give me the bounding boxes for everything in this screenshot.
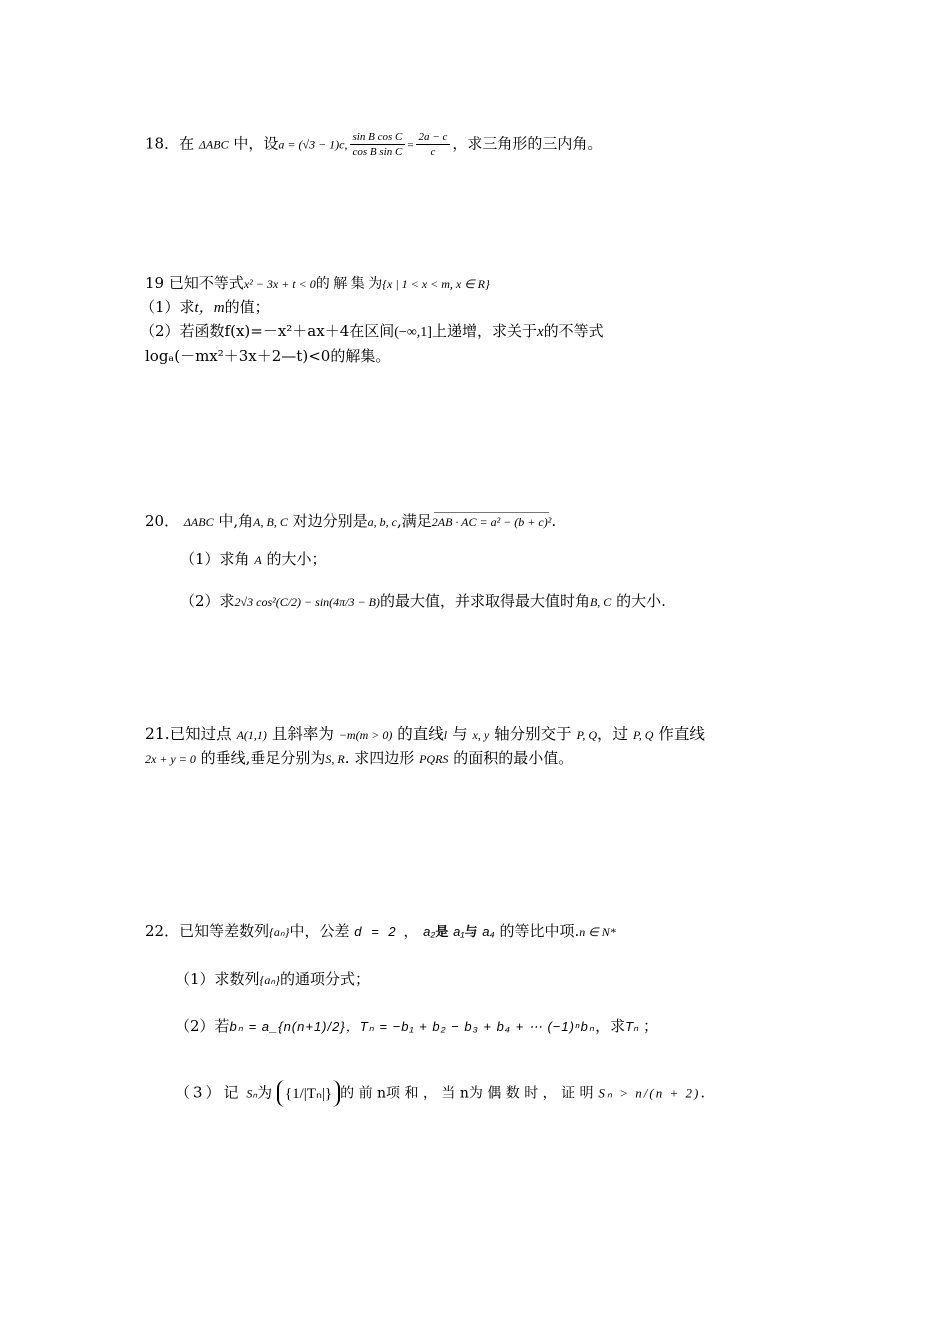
question-2-end: 的大小. [616, 592, 666, 610]
problem-20-mid2: 对边分别是 [292, 512, 368, 530]
line-l: l [443, 728, 448, 742]
interval: (−∞,1] [394, 325, 432, 340]
problem-18-tail: ，求三角形的三内角。 [452, 134, 603, 153]
problem-21-mid6: 作直线 [658, 725, 705, 743]
problem-21-mid8: . 求四边形 [344, 749, 415, 767]
vector-condition: 2AB · AC = a² − (b + c)² [431, 515, 552, 529]
problem-21-mid4: 轴分别交于 [494, 725, 572, 743]
problem-21-mid3: 与 [452, 725, 468, 743]
problem-21-lead: 21.已知过点 [145, 725, 232, 743]
term-t: Tₙ [625, 1019, 639, 1034]
slope: −m(m > 0) [338, 728, 393, 742]
quadrilateral: PQRS [419, 752, 449, 766]
max-expression: 2√3 cos²(C/2) − sin(4π/3 − B) [234, 595, 380, 609]
question-3-mid2: 的 前 n项 和 ， 当 n为 偶 数 时 ， 证 明 [340, 1085, 594, 1102]
condition-a: a = (√3 − 1)c, [278, 137, 348, 152]
question-2-mid: ，求 [595, 1017, 626, 1035]
points-pq: P, Q [576, 728, 598, 742]
question-3-label: （3）记 [175, 1083, 242, 1102]
problem-22-lead: 22．已知等差数列 [145, 922, 270, 940]
problem-18-number: 18． [145, 134, 180, 153]
log-inequality: logₐ(－mx²＋3x＋2—t)<0 [145, 347, 331, 365]
natural-number-condition: n ∈ N* [579, 925, 616, 939]
problem-20-line-3 [180, 590, 666, 611]
question-2-mid: 的最大值，并求取得最大值时角 [379, 592, 590, 610]
reciprocal-set: {1/|Tₙ|} [277, 1080, 340, 1107]
term-a1: a₁ [453, 924, 465, 939]
question-1-label: （1）求数列 [175, 970, 260, 988]
sequence-a: {aₙ} [269, 925, 290, 939]
problem-20-line-1 [145, 510, 556, 531]
term-a2: a₂ [423, 924, 436, 939]
question-2-end: ； [643, 1017, 659, 1035]
problem-20-number: 20． [145, 512, 180, 530]
problem-19-line-2 [140, 296, 270, 317]
problem-20-mid3: ,满足 [396, 512, 432, 530]
problem-20-mid: 中,角 [218, 512, 254, 530]
problem-21-mid: 且斜率为 [271, 725, 334, 743]
question-1-label: （1）求 [140, 298, 195, 316]
inequality-s: Sₙ > n/(n + 2) [598, 1085, 701, 1101]
problem-22-line-3 [175, 1015, 658, 1036]
points-sr: S, R [325, 752, 345, 766]
sequence-a: {aₙ} [259, 973, 280, 987]
problem-19-line-3 [140, 320, 604, 341]
problem-21-mid7: 的垂线,垂足分别为 [200, 749, 326, 767]
term-a4: a₄ [482, 924, 495, 939]
equals-sign: = [407, 139, 414, 152]
problem-19-line-1 [145, 272, 490, 293]
problem-20-line-2 [180, 548, 326, 569]
problem-21-mid2: 的直线 [397, 725, 444, 743]
angles: A, B, C [253, 515, 288, 529]
common-difference: d = 2 [354, 924, 399, 939]
fraction-denominator: cos B sin C [352, 146, 403, 158]
question-1-end: 的通项分式； [279, 970, 370, 988]
problem-22-mid2: ， [403, 922, 419, 940]
problem-22-line-4 [175, 1080, 705, 1107]
problem-21-line-2 [145, 747, 573, 768]
triangle-abc: ΔABC [183, 515, 214, 529]
problem-22-line-1 [145, 920, 616, 941]
question-2-end: 的不等式 [543, 322, 604, 340]
question-1-end: 的值； [224, 298, 270, 316]
axes: x, y [472, 728, 490, 742]
inequality: x² − 3x + t < 0 [243, 277, 316, 291]
problem-21-line-1 [145, 722, 705, 744]
fraction-sin-cos [350, 130, 406, 159]
question-3-end: . [700, 1083, 706, 1102]
problem-18-lead: 在 [179, 134, 195, 153]
question-2-post: 上递增，求关于 [431, 322, 537, 340]
problem-22-mid: 中，公差 [289, 922, 350, 940]
problem-21-mid5: ，过 [597, 725, 629, 743]
fraction-denominator: c [430, 146, 436, 158]
problem-22-line-2 [175, 968, 370, 989]
log-inequality-end: 的解集。 [330, 347, 391, 365]
line-2x-y: 2x + y = 0 [145, 752, 196, 766]
problem-22-mid3: 是 [435, 925, 449, 940]
question-1-end: 的大小； [266, 550, 327, 568]
fraction-2a-c [416, 130, 451, 159]
sum-s: Sₙ [246, 1086, 258, 1101]
fraction-numerator: sin B cos C [350, 130, 406, 145]
problem-18 [145, 130, 602, 159]
function-f: f(x)=－x²＋ax＋4 [224, 322, 350, 340]
sequence-b-and-t: bₙ = a_{n(n+1)/2}，Tₙ = −b₁ + b₂ − b₃ + b₄ + ⋯ (−1)ⁿbₙ [229, 1019, 596, 1034]
question-1-label: （1）求角 [180, 550, 250, 568]
question-2-label: （2）求 [180, 592, 235, 610]
problem-20-end: . [551, 512, 557, 530]
fraction-numerator: 2a − c [416, 130, 451, 145]
question-1-vars: t，m [194, 300, 225, 316]
problem-21-end: 的面积的最小值。 [453, 749, 574, 767]
problem-18-mid: 中，设 [233, 134, 279, 153]
solution-set: {x | 1 < x < m, x ∈ R} [382, 277, 490, 291]
problem-19-lead: 19 已知不等式 [145, 274, 244, 292]
point-a: A(1,1) [236, 728, 267, 742]
problem-22-mid4: 与 [464, 925, 478, 940]
solution-set-label: 的 解 集 为 [315, 277, 383, 292]
variable-x: x [536, 324, 544, 340]
points-pq: P, Q [632, 728, 654, 742]
problem-22-mid5: 的等比中项. [499, 922, 580, 940]
sides: a, b, c [367, 515, 397, 529]
question-2-label: （2）若函数 [140, 322, 225, 340]
triangle-abc: ΔABC [198, 137, 229, 152]
question-2-label: （2）若 [175, 1017, 230, 1035]
angle-a: A [254, 553, 262, 567]
question-2-mid: 在区间 [349, 322, 395, 340]
problem-19-line-4 [145, 345, 390, 366]
angles-b-c: B, C [589, 595, 612, 609]
question-3-mid: 为 [257, 1083, 273, 1102]
